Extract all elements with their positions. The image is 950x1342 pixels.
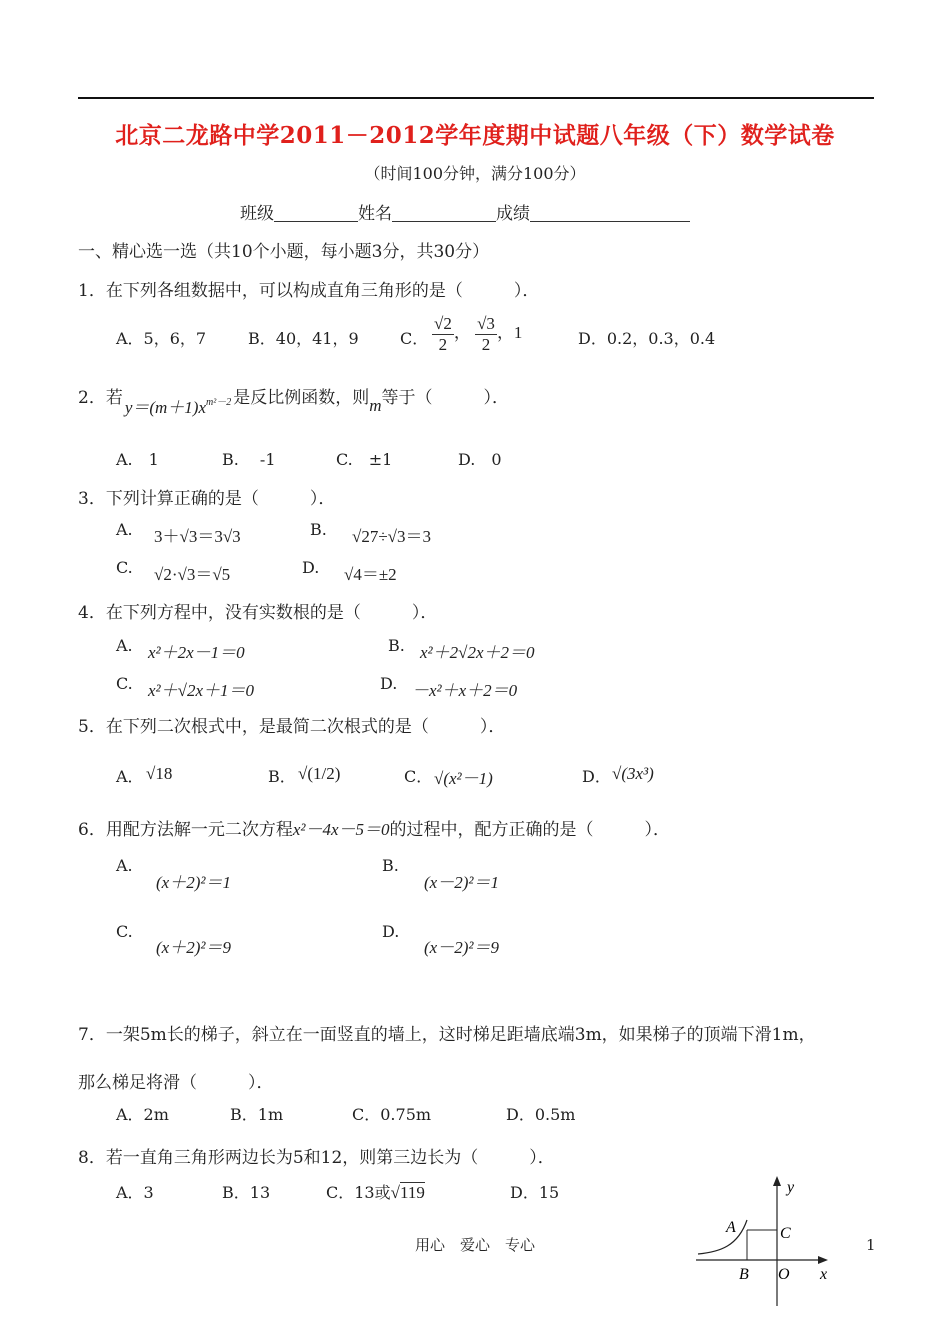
page-footer: 用心 爱心 专心 <box>414 1236 535 1254</box>
q2-option-b: B. -1 <box>222 450 276 469</box>
q2-option-d: D. 0 <box>458 450 502 469</box>
label-o: O <box>778 1266 790 1283</box>
question-5-stem: 5．在下列二次根式中，是最简二次根式的是（ ）． <box>78 717 506 737</box>
q5-label-a: A． <box>116 767 144 786</box>
q3-formula-d: √4＝±2 <box>344 565 397 584</box>
name-blank[interactable] <box>392 203 496 222</box>
q4-formula-d: －x²＋x＋2＝0 <box>412 681 518 700</box>
student-info-fields <box>240 199 690 224</box>
q7-option-a: A．2m <box>116 1105 169 1124</box>
q4-label-a: A. <box>116 636 133 655</box>
question-8-stem: 8．若一直角三角形两边长为5和12，则第三边长为（ ）． <box>78 1148 555 1168</box>
q6-label-c: C. <box>116 922 133 941</box>
label-y: y <box>787 1179 795 1196</box>
q6-equation: x²－4x－5＝0 <box>292 820 390 839</box>
q5-label-c: C． <box>404 767 433 786</box>
page-number: 1 <box>866 1236 876 1254</box>
exam-subtitle: （时间100分钟，满分100分） <box>364 164 586 183</box>
q7-option-b: B．1m <box>230 1105 284 1124</box>
q3-formula-c: √2·√3＝√5 <box>154 565 231 584</box>
q4-formula-b: x²＋2√2x＋2＝0 <box>420 643 535 662</box>
q8-option-c: C．13或√119 <box>326 1183 425 1202</box>
q8-option-b: B．13 <box>222 1183 271 1202</box>
q1-option-d: D．0.2，0.3，0.4 <box>578 329 716 348</box>
question-1-stem: 1．在下列各组数据中，可以构成直角三角形的是（ ）． <box>78 281 540 301</box>
q3-formula-a: 3＋√3＝3√3 <box>154 527 241 546</box>
q2-formula: $y=(m+1)x^{m^2-2}$ <box>124 397 232 417</box>
q6-formula-b: (x－2)²＝1 <box>424 873 499 892</box>
q2-option-a: A. 1 <box>116 450 159 469</box>
q4-label-b: B. <box>388 636 405 655</box>
q5-formula-d: √(3x³) <box>612 764 654 783</box>
label-a: A <box>726 1219 736 1236</box>
score-blank[interactable] <box>530 203 690 222</box>
q3-label-b: B. <box>310 520 327 539</box>
q5-formula-a: √18 <box>146 764 173 783</box>
q4-formula-a: x²＋2x－1＝0 <box>148 643 245 662</box>
q1-option-b: B．40，41，9 <box>248 329 359 348</box>
q3-label-a: A. <box>116 520 133 539</box>
q6-formula-c: (x＋2)²＝9 <box>156 938 231 957</box>
q4-label-d: D. <box>380 674 398 693</box>
header-rule <box>78 97 874 99</box>
q5-formula-c: √(x²－1) <box>434 769 493 788</box>
q6-label-b: B. <box>382 856 399 875</box>
label-c: C <box>780 1225 791 1242</box>
q5-formula-b: √(1/2) <box>298 764 341 783</box>
q8-option-d: D．15 <box>510 1183 560 1202</box>
question-7-line-1: 7．一架5m长的梯子，斜立在一面竖直的墙上，这时梯足距墙底端3m，如果梯子的顶端下滑1m， <box>78 1025 816 1045</box>
x-axis-arrow <box>818 1256 828 1264</box>
q1-option-a: A．5，6，7 <box>116 329 207 348</box>
y-axis-arrow <box>773 1176 781 1186</box>
q3-formula-b: √27÷√3＝3 <box>352 527 431 546</box>
q2-option-c: C. ±1 <box>336 450 393 469</box>
name-label: 姓名 <box>358 204 392 224</box>
q7-option-d: D．0.5m <box>506 1105 576 1124</box>
q1-option-c-label: C． <box>400 329 429 348</box>
class-label: 班级 <box>240 204 274 224</box>
q6-label-d: D. <box>382 922 400 941</box>
q6-formula-a: (x＋2)²＝1 <box>156 873 231 892</box>
question-6-stem: 6．用配方法解一元二次方程x²－4x－5＝0的过程中，配方正确的是（ ）． <box>78 820 671 840</box>
q7-option-c: C．0.75m <box>352 1105 432 1124</box>
q4-formula-c: x²＋√2x＋1＝0 <box>148 681 255 700</box>
question-4-stem: 4．在下列方程中，没有实数根的是（ ）． <box>78 603 438 623</box>
section-heading: 一、精心选一选（共10个小题，每小题3分，共30分） <box>78 242 490 262</box>
class-blank[interactable] <box>274 203 358 222</box>
q6-label-a: A. <box>116 856 133 875</box>
question-3-stem: 3．下列计算正确的是（ ）． <box>78 489 336 509</box>
q5-label-d: D． <box>582 767 611 786</box>
q1-option-c-formula: $\frac{√2}{2}$ ， $\frac{√3}{2}$ ，1 <box>434 314 523 354</box>
q8-option-a: A．3 <box>116 1183 154 1202</box>
q5-label-b: B． <box>268 767 296 786</box>
q3-label-c: C. <box>116 558 133 577</box>
label-b: B <box>739 1266 749 1283</box>
label-x: x <box>820 1266 828 1283</box>
score-label: 成绩 <box>496 204 530 224</box>
q3-label-d: D. <box>302 558 320 577</box>
q6-formula-d: (x－2)²＝9 <box>424 938 499 957</box>
question-2-stem: 2．若 $y=(m+1)x^{m^2-2}$ 是反比例函数，则m等于（ ）． <box>78 388 510 417</box>
q4-label-c: C. <box>116 674 133 693</box>
question-7-line-2: 那么梯足将滑（ ）． <box>78 1073 274 1093</box>
page-title: 北京二龙路中学2011－2012学年度期中试题八年级（下）数学试卷 <box>115 122 835 149</box>
